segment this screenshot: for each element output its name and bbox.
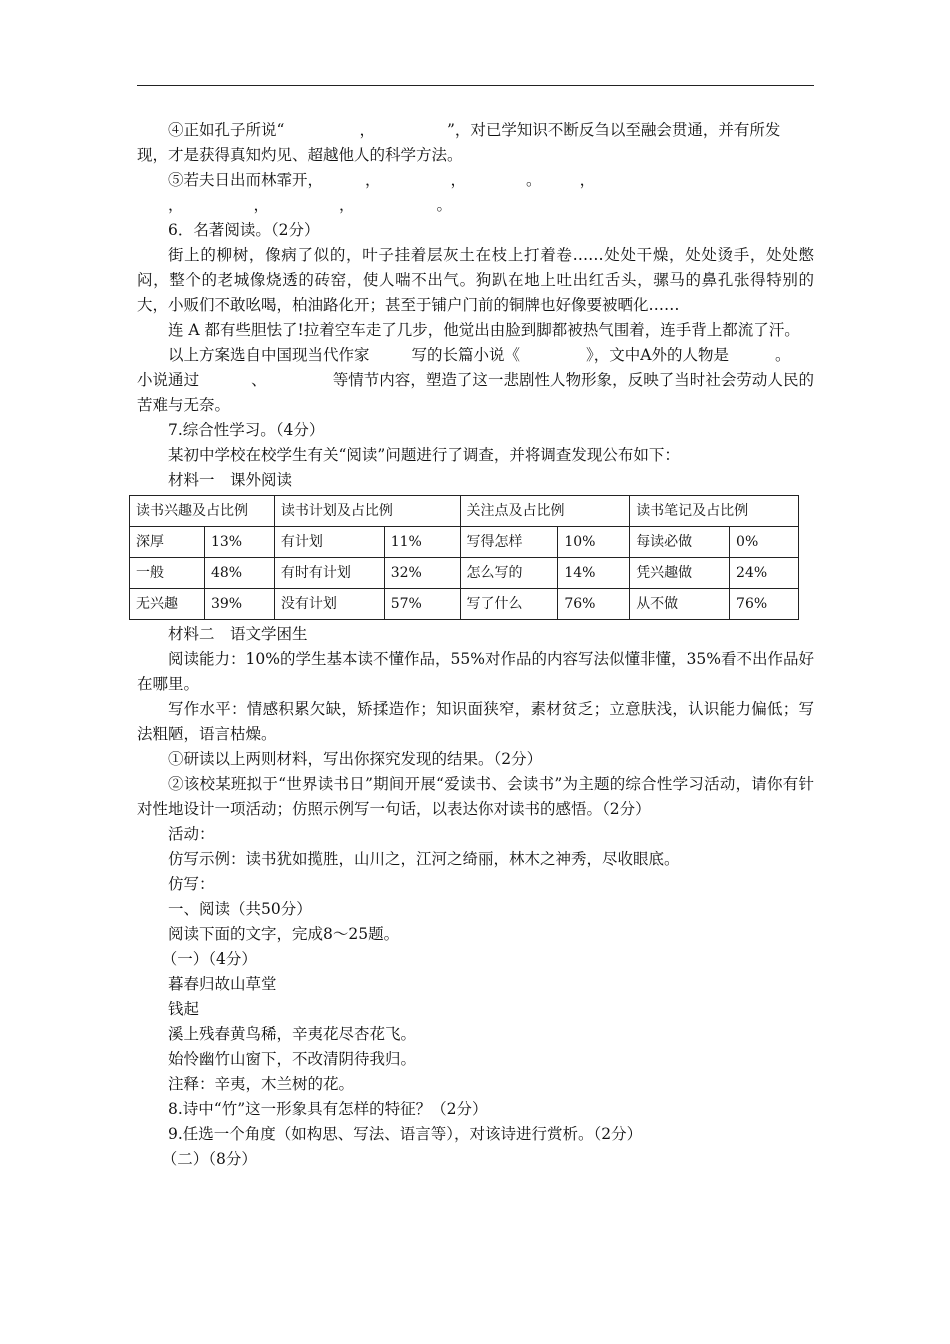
table-row (130, 589, 799, 620)
question-6-passage1: 街上的柳树，像病了似的，叶子挂着层灰土在枝上打着卷……处处干燥，处处烫手，处处憋闷，整个的老城像烧透的砖窑，使人喘不出气。狗趴在地上吐出红舌头，骡马的鼻孔张得特别的大，小贩们不敢吆喝，柏油路化开；甚至于铺户门前的铜牌也好像要被晒化…… (137, 246, 814, 314)
table-cell: 24% (730, 558, 799, 589)
table-header: 读书兴趣及占比例 (130, 496, 275, 527)
table-cell: 11% (384, 527, 460, 558)
question-7-sub2: ②该校某班拟于“世界读书日”期间开展“爱读书、会读书”为主题的综合性学习活动，请你有针对性地设计一项活动；仿照示例写一句话，以表达你对读书的感悟。（2分） (137, 775, 814, 818)
table-header: 读书计划及占比例 (274, 496, 460, 527)
table-cell: 0% (730, 527, 799, 558)
table-cell: 有时有计划 (274, 558, 384, 589)
table-row (130, 558, 799, 589)
question-7-intro: 某初中学校在校学生有关“阅读”问题进行了调查，并将调查发现公布如下： (168, 446, 680, 464)
poem-title: 暮春归故山草堂 (168, 975, 277, 993)
table-cell: 14% (558, 558, 630, 589)
table-cell: 有计划 (274, 527, 384, 558)
question-9: 9.任选一个角度（如构思、写法、语言等），对该诗进行赏析。（2分） (168, 1125, 643, 1143)
reading-part-2: （二）（8分） (161, 1150, 257, 1168)
table-cell: 39% (204, 589, 274, 620)
question-4-line2: 现，才是获得真知灼见、超越他人的科学方法。 (137, 146, 463, 164)
table-cell: 从不做 (630, 589, 730, 620)
reading-instruction: 阅读下面的文字，完成8～25题。 (168, 925, 400, 943)
material-2-reading: 阅读能力：10%的学生基本读不懂作品，55%对作品的内容写法似懂非懂，35%看不出作品好在哪里。 (137, 650, 814, 693)
table-cell: 凭兴趣做 (630, 558, 730, 589)
table-header: 读书笔记及占比例 (630, 496, 799, 527)
material-2-writing: 写作水平：情感积累欠缺，矫揉造作；知识面狭窄，素材贫乏；立意肤浅，认识能力偏低；写法粗陋，语言枯燥。 (137, 700, 814, 743)
question-6-passage2: 连 A 都有些胆怯了!拉着空车走了几步，他觉出由脸到脚都被热气围着，连手背上都流了汗。 (168, 321, 800, 339)
material-2-label: 材料二 语文学困生 (168, 625, 308, 643)
material-1-label: 材料一 课外阅读 (168, 471, 293, 489)
imitation-example: 仿写示例：读书犹如揽胜，山川之，江河之绮丽，林木之神秀，尽收眼底。 (168, 850, 680, 868)
header-rule (137, 85, 814, 86)
table-header: 关注点及占比例 (460, 496, 630, 527)
question-5: ⑤若夫日出而林霏开， ， ， 。 ， (168, 171, 596, 189)
table-cell: 48% (204, 558, 274, 589)
table-row (130, 527, 799, 558)
activity-label: 活动： (168, 825, 215, 843)
question-6-prompt: 以上方案选自中国现当代作家 写的长篇小说《 》，文中A外的人物是 。 小说通过 、 等情节内容，塑造了这一悲剧性人物形象，反映了当时社会劳动人民的苦难与无奈。 (137, 346, 814, 414)
reading-survey-table (129, 495, 799, 620)
question-4: ④正如孔子所说“ ， ”，对已学知识不断反刍以至融会贯通，并有所发 (168, 121, 781, 139)
table-cell: 无兴趣 (130, 589, 205, 620)
table-cell: 没有计划 (274, 589, 384, 620)
question-6-title: 6．名著阅读。（2分） (168, 221, 320, 239)
poem-note: 注释：辛夷，木兰树的花。 (168, 1075, 355, 1093)
exam-page (137, 118, 814, 1172)
table-cell: 写了什么 (460, 589, 558, 620)
table-header-row (130, 496, 799, 527)
question-8: 8.诗中“竹”这一形象具有怎样的特征？（2分） (168, 1100, 488, 1118)
question-5-line2: ， ， ， 。 (168, 196, 453, 214)
question-7-title: 7.综合性学习。（4分） (168, 421, 325, 439)
poem-verse-2: 始怜幽竹山窗下，不改清阴待我归。 (168, 1050, 417, 1068)
poem-author: 钱起 (168, 1000, 200, 1018)
table-cell: 每读必做 (630, 527, 730, 558)
table-cell: 76% (558, 589, 630, 620)
reading-section-title: 一、阅读（共50分） (168, 900, 312, 918)
table-cell: 57% (384, 589, 460, 620)
imitation-label: 仿写： (168, 875, 215, 893)
reading-part-1: （一）（4分） (161, 950, 257, 968)
table-cell: 32% (384, 558, 460, 589)
table-cell: 怎么写的 (460, 558, 558, 589)
table-cell: 写得怎样 (460, 527, 558, 558)
poem-verse-1: 溪上残春黄鸟稀，辛夷花尽杏花飞。 (168, 1025, 417, 1043)
table-cell: 76% (730, 589, 799, 620)
table-cell: 一般 (130, 558, 205, 589)
table-cell: 10% (558, 527, 630, 558)
question-7-sub1: ①研读以上两则材料，写出你探究发现的结果。（2分） (168, 750, 543, 768)
table-cell: 深厚 (130, 527, 205, 558)
table-cell: 13% (204, 527, 274, 558)
